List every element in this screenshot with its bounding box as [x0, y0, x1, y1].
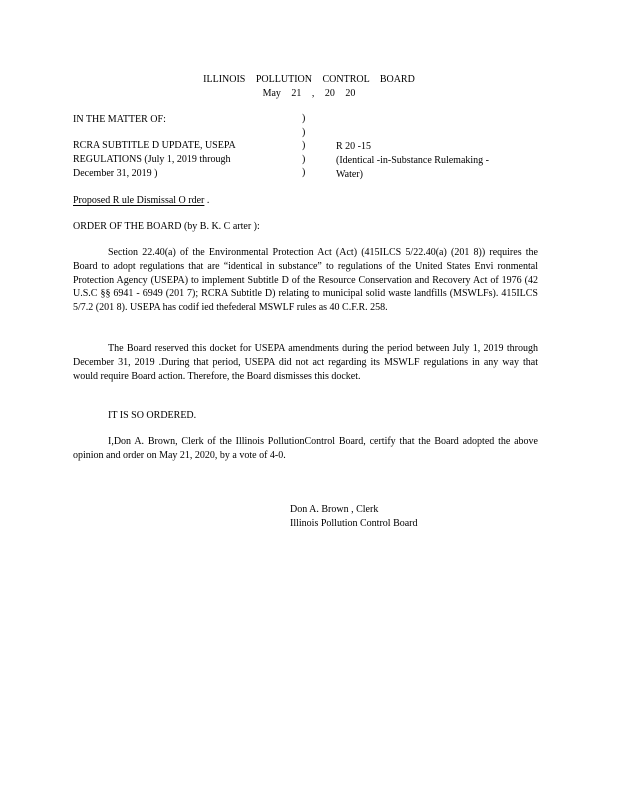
so-ordered-statement: IT IS SO ORDERED. — [108, 410, 197, 421]
docket-number: R 20 -15 — [336, 141, 371, 152]
document-title — [73, 194, 209, 208]
caption-paren: ) — [302, 167, 306, 178]
document-title-suffix: . — [204, 195, 210, 206]
docket-type-line-2: Water) — [336, 169, 363, 180]
case-title-line-2: REGULATIONS (July 1, 2019 through — [73, 154, 231, 165]
docket-type-line-1: (Identical -in-Substance Rulemaking - — [336, 155, 490, 166]
body-paragraph-2: The Board reserved this docket for USEPA amendments during the period between July 1, 2019 through December 31, 2019 .During that period, USEPA did not act regarding its MSWLF regulations in any way that would require Board action. Therefore, the Board dismisses this docket. — [73, 343, 538, 382]
in-the-matter-label: IN THE MATTER OF: — [73, 114, 166, 125]
document-title-text: Proposed R ule Dismissal O rder — [73, 195, 205, 206]
caption-paren: ) — [302, 140, 306, 151]
caption-paren: ) — [302, 113, 306, 124]
caption-paren: ) — [302, 126, 306, 138]
order-of-the-board: ORDER OF THE BOARD (by B. K. C arter ): — [73, 221, 260, 232]
caption-paren: ) — [302, 153, 306, 165]
caption-parentheses — [302, 112, 312, 180]
agency-heading: ILLINOIS POLLUTION CONTROL BOARD — [203, 74, 415, 85]
signature-name: Don A. Brown , Clerk — [290, 504, 379, 515]
body-paragraph-1: Section 22.40(a) of the Environmental Protection Act (Act) (415ILCS 5/22.40(a) (201 8)) requires the Board to adopt regulations that are “identical in substance” to regulations of the United States Envi ronmental Protection Agency (USEPA) to implement Subtitle D of the Resource Conservation and Recovery Act of 1976 (42 U.S.C §§ 6941 - 6949 (201 7); RCRA Subtitle D) relating to municipal solid waste landfills (MSWLFs). 415ILCS 5/7.2 (201 8). USEPA has codif ied thefederal MSWLF rules as 40 C.F.R. 258. — [73, 247, 538, 314]
case-title-line-3: December 31, 2019 ) — [73, 168, 158, 179]
signature-organization: Illinois Pollution Control Board — [290, 518, 418, 529]
case-title-line-1: RCRA SUBTITLE D UPDATE, USEPA — [73, 140, 236, 151]
clerk-certification: I,Don A. Brown, Clerk of the Illinois PollutionControl Board, certify that the Board adopted the above opinion and order on May 21, 2020, by a vote of 4-0. — [73, 436, 538, 461]
document-date: May 21 , 20 20 — [262, 88, 356, 99]
